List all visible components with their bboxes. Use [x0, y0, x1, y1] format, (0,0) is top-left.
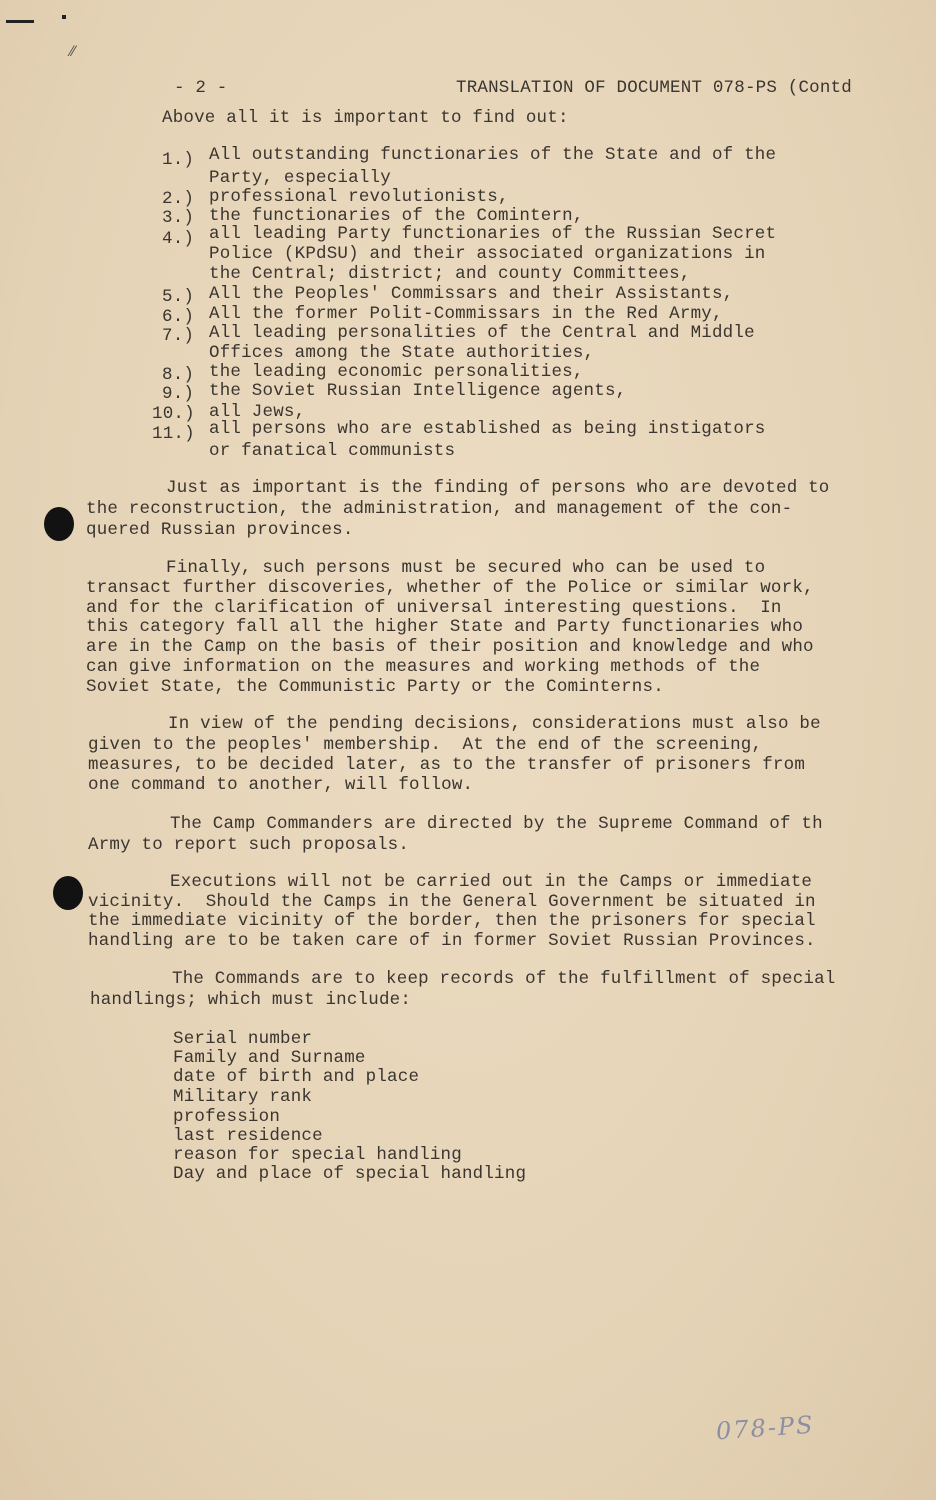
paragraph-line: Soviet State, the Communistic Party or the Cominterns.: [86, 677, 664, 697]
paragraph-line: the immediate vicinity of the border, then the prisoners for special: [88, 911, 816, 931]
paragraph-line: In view of the pending decisions, considerations must also be: [168, 714, 821, 734]
list-item-text: the Central; district; and county Committees,: [209, 264, 691, 284]
list-number: 5.): [162, 287, 195, 307]
record-field: last residence: [173, 1126, 323, 1146]
paragraph-line: vicinity. Should the Camps in the General Government be situated in: [88, 892, 816, 912]
paragraph-line: transact further discoveries, whether of the Police or similar work,: [86, 578, 814, 598]
paragraph-line: the reconstruction, the administration, and management of the con-: [86, 499, 793, 519]
paragraph-line: handlings; which must include:: [90, 990, 412, 1010]
handwritten-document-number: 078-PS: [715, 1410, 816, 1446]
list-item-text: Offices among the State authorities,: [209, 343, 595, 363]
corner-mark: [62, 15, 66, 19]
punch-hole: [44, 507, 74, 541]
paragraph-line: Army to report such proposals.: [88, 835, 410, 855]
paragraph-line: this category fall all the higher State and Party functionaries who: [86, 617, 804, 637]
list-item-text: All leading personalities of the Central and Middle: [209, 323, 755, 343]
paragraph-line: and for the clarification of universal interesting questions. In: [86, 598, 782, 618]
page-number: - 2 -: [174, 78, 228, 98]
paragraph-line: quered Russian provinces.: [86, 520, 354, 540]
paragraph-line: measures, to be decided later, as to the transfer of prisoners from: [88, 755, 806, 775]
paragraph-line: The Commands are to keep records of the fulfillment of special: [172, 969, 836, 989]
list-number: 3.): [162, 208, 195, 228]
corner-mark: [6, 20, 34, 23]
list-item-text: Party, especially: [209, 168, 391, 188]
record-field: reason for special handling: [173, 1145, 462, 1165]
paragraph-line: Finally, such persons must be secured who can be used to: [166, 558, 766, 578]
paragraph-line: one command to another, will follow.: [88, 775, 474, 795]
list-number: 2.): [162, 189, 195, 209]
list-item-text: Police (KPdSU) and their associated organizations in: [209, 244, 766, 264]
paragraph-line: The Camp Commanders are directed by the Supreme Command of th: [170, 814, 823, 834]
record-field: Serial number: [173, 1029, 313, 1049]
record-field: date of birth and place: [173, 1067, 420, 1087]
margin-tick: ⁄⁄: [70, 44, 75, 60]
list-number: 9.): [162, 384, 195, 404]
list-item-text: all leading Party functionaries of the Russian Secret: [209, 224, 777, 244]
list-item-text: All outstanding functionaries of the State and of the: [209, 145, 777, 165]
paragraph-line: are in the Camp on the basis of their position and knowledge and who: [86, 637, 814, 657]
paragraph-line: can give information on the measures and working methods of the: [86, 657, 761, 677]
paragraph-line: Executions will not be carried out in the Camps or immediate: [170, 872, 813, 892]
list-number: 10.): [152, 404, 195, 424]
list-item-text: All the former Polit-Commissars in the Red Army,: [209, 304, 723, 324]
list-number: 1.): [162, 150, 195, 170]
list-item-text: or fanatical communists: [209, 441, 456, 461]
list-item-text: the Soviet Russian Intelligence agents,: [209, 381, 627, 401]
document-title: TRANSLATION OF DOCUMENT 078-PS (Contd: [456, 78, 852, 98]
list-item-text: all Jews,: [209, 402, 306, 422]
list-number: 7.): [162, 326, 195, 346]
list-item-text: the leading economic personalities,: [209, 362, 584, 382]
punch-hole: [53, 876, 83, 910]
list-item-text: the functionaries of the Comintern,: [209, 206, 584, 226]
paragraph-line: Just as important is the finding of persons who are devoted to: [166, 478, 830, 498]
record-field: profession: [173, 1107, 281, 1127]
list-item-text: professional revolutionists,: [209, 187, 509, 207]
list-number: 6.): [162, 307, 195, 327]
list-number: 11.): [152, 424, 195, 444]
paragraph-line: handling are to be taken care of in former Soviet Russian Provinces.: [88, 931, 816, 951]
list-number: 4.): [162, 229, 195, 249]
list-item-text: All the Peoples' Commissars and their Assistants,: [209, 284, 734, 304]
record-field: Military rank: [173, 1087, 313, 1107]
intro-line: Above all it is important to find out:: [162, 108, 569, 128]
list-item-text: all persons who are established as being instigators: [209, 419, 766, 439]
paragraph-line: given to the peoples' membership. At the end of the screening,: [88, 735, 763, 755]
record-field: Family and Surname: [173, 1048, 366, 1068]
list-number: 8.): [162, 365, 195, 385]
record-field: Day and place of special handling: [173, 1164, 527, 1184]
